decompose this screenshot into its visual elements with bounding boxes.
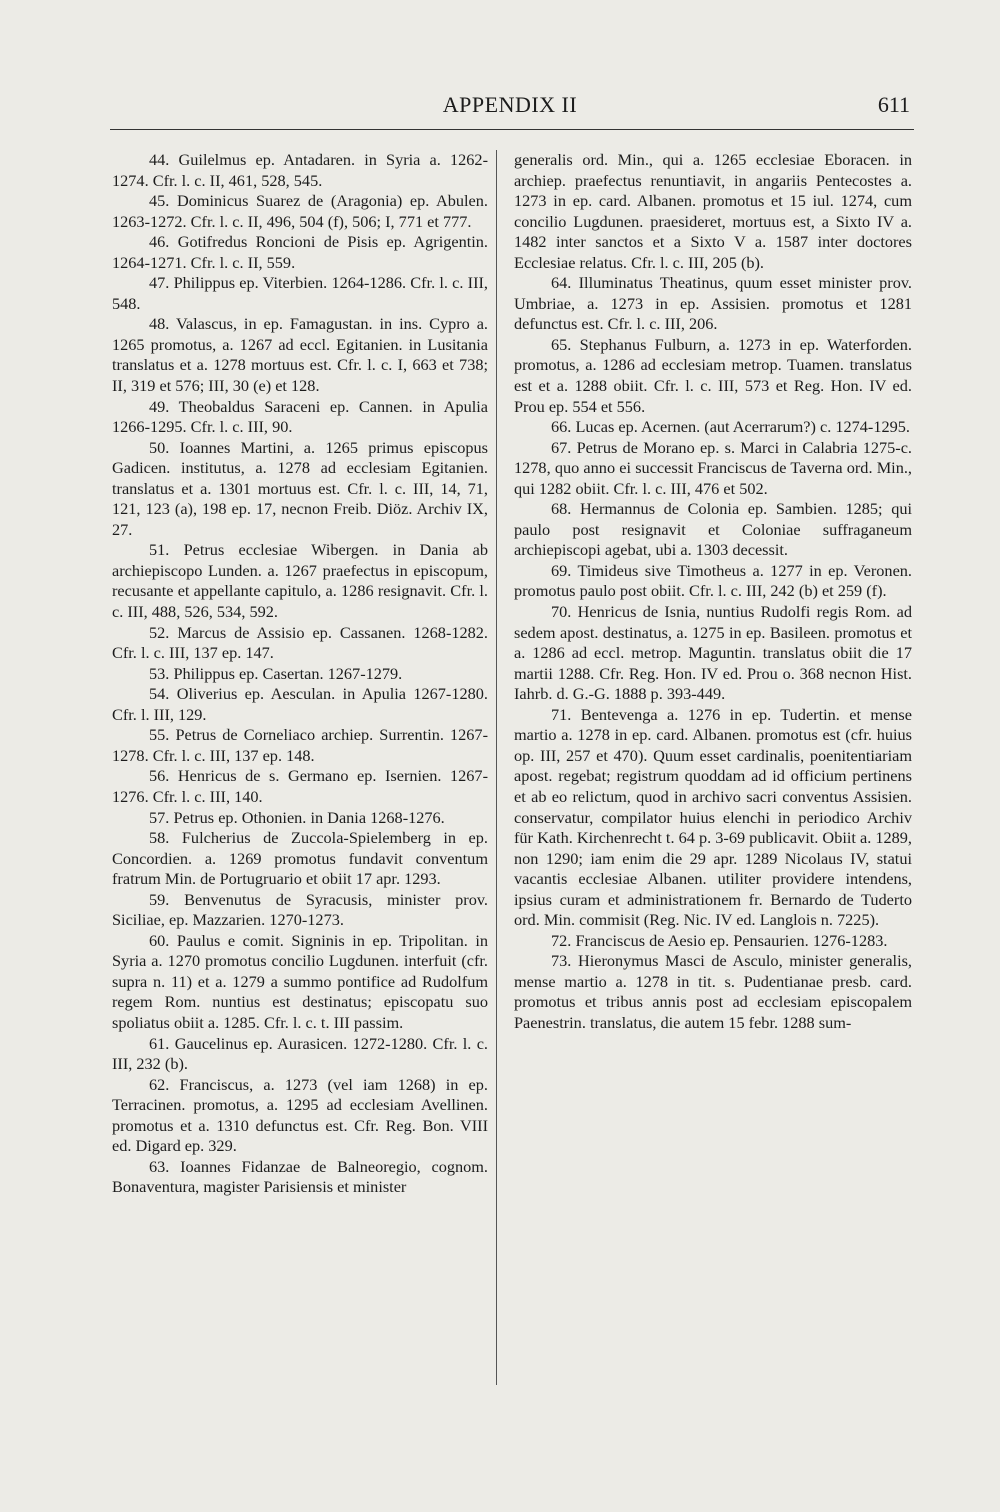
entry	[514, 438, 912, 500]
running-head-title: APPENDIX II	[442, 92, 578, 117]
entry-number: 45.	[149, 191, 170, 211]
entry	[112, 684, 488, 725]
entry	[112, 438, 488, 541]
entry-text: Ioannes Fidanzae de Balneoregio, cognom. Bonaventura, magister Parisiensis et minister	[112, 1156, 488, 1197]
entry	[514, 931, 912, 952]
entry-number: 64.	[551, 273, 572, 293]
entry-number: 44.	[149, 150, 170, 169]
entry-text: Gotifredus Roncioni de Pisis ep. Agrigentin. 1264-1271. Cfr. l. c. II, 559.	[112, 232, 488, 272]
entry	[112, 931, 488, 1034]
entry-text: Marcus de Assisio ep. Cassanen. 1268-1282. Cfr. l. c. III, 137 ep. 147.	[112, 622, 488, 663]
entry	[112, 397, 488, 438]
entry-number: 57.	[149, 807, 170, 827]
entry-text: Paulus e comit. Signinis in ep. Tripolitan. in Syria a. 1270 promotus concilio Lugdunen. interfuit (cfr. supra n. 11) et a. 1279 a summo pontifice ad Rudolfum regem Rom. nuntius est destinatus; episcopatu suo spoliatus obiit a. 1285. Cfr. l. c. t. III passim.	[112, 930, 488, 1032]
entry	[112, 623, 488, 664]
entry-number: 53.	[149, 663, 170, 683]
entry	[514, 561, 912, 602]
entry-text: Theobaldus Saraceni ep. Cannen. in Apulia 1266-1295. Cfr. l. c. III, 90.	[112, 396, 488, 437]
entry	[112, 808, 488, 829]
entry	[112, 150, 488, 191]
entry	[112, 540, 488, 622]
entry	[112, 766, 488, 807]
entry	[514, 951, 912, 1033]
entry-number: 63.	[149, 1156, 170, 1176]
entry-text: Bentevenga a. 1276 in ep. Tudertin. et mense martio a. 1278 in ep. card. Albanen. promotus est (cfr. huius op. III, 257 et 470). Quum esset cardinalis, poenitentiariam apost. regebat; registrum quoddam ad id officium pertinens et ab eo relictum, quod in archivo sacri conventus Assisien. conservatur, compilator huius elenchi in periodico Archiv für Kath. Kirchenrecht t. 64 p. 3-69 publicavit. Obiit a. 1289, non 1290; iam enim die 29 apr. 1289 Nicolaus IV, statui vacantis ecclesiae Albanen. utiliter providere intendens, ipsius curam et administrationem fr. Bernardo de Tuderto ord. Min. commisit (Reg. Nic. IV ed. Langlois n. 7225).	[514, 704, 912, 930]
entry-number: 47.	[149, 273, 170, 293]
entry	[112, 890, 488, 931]
entry-text: Petrus de Corneliaco archiep. Surrentin. 1267-1278. Cfr. l. c. III, 137 ep. 148.	[112, 725, 488, 765]
entry-text: Hermannus de Colonia ep. Sambien. 1285; qui paulo post resignavit et Coloniae suffraganeum archiepiscopi agebat, ubi a. 1303 decessit.	[514, 499, 912, 560]
entry-number: 49.	[149, 396, 170, 416]
entry	[112, 314, 488, 396]
entry-text: Stephanus Fulburn, a. 1273 in ep. Waterforden. promotus, a. 1286 ad ecclesiam metrop. Tuamen. translatus est et a. 1288 obiit. Cfr. l. c. III, 573 et Reg. Hon. IV ed. Prou ep. 554 et 556.	[514, 334, 912, 416]
entry-text: Henricus de s. Germano ep. Isernien. 1267-1276. Cfr. l. c. III, 140.	[112, 766, 488, 806]
header-rule	[110, 129, 914, 130]
entry-text: Benvenutus de Syracusis, minister prov. Siciliae, ep. Mazzarien. 1270-1273.	[112, 889, 488, 930]
column-divider	[496, 150, 497, 1385]
entry-number: 54.	[149, 684, 170, 704]
entry-number: 71.	[551, 704, 572, 724]
entry-number: 52.	[149, 622, 170, 642]
entry	[514, 602, 912, 705]
entry-number: 60.	[149, 930, 170, 950]
entry-text: Gaucelinus ep. Aurasicen. 1272-1280. Cfr. l. c. III, 232 (b).	[112, 1033, 488, 1074]
entry	[112, 828, 488, 890]
entry	[112, 273, 488, 314]
entry-number: 65.	[551, 334, 572, 354]
entry	[514, 335, 912, 417]
entry-text: Fulcherius de Zuccola-Spielemberg in ep. Concordien. a. 1269 promotus fundavit conventum fratrum Min. de Portugruario et obiit 17 apr. 1293.	[112, 828, 488, 889]
left-column	[112, 150, 488, 1198]
entry-text: Lucas ep. Acernen. (aut Acerrarum?) c. 1274-1295.	[575, 417, 910, 437]
entry-number: 70.	[551, 602, 572, 622]
entry-number: 66.	[551, 417, 572, 437]
entry-number: 46.	[149, 232, 170, 252]
entry-number: 69.	[551, 560, 572, 580]
entry-text: Oliverius ep. Aesculan. in Apulia 1267-1280. Cfr. l. III, 129.	[112, 684, 488, 724]
entry-text: Franciscus, a. 1273 (vel iam 1268) in ep. Terracinen. promotus, a. 1295 ad ecclesiam Avellinen. promotus et a. 1310 defunctus est. Cfr. Reg. Bon. VIII ed. Digard ep. 329.	[112, 1074, 488, 1156]
entry-number: 55.	[149, 725, 170, 745]
entry	[112, 191, 488, 232]
entry-number: 58.	[149, 828, 170, 848]
entry-number: 61.	[149, 1033, 170, 1053]
entry-text: Petrus de Morano ep. s. Marci in Calabria 1275-c. 1278, quo anno ei successit Franciscus de Taverna ord. Min., qui 1282 obiit. Cfr. l. c. III, 476 et 502.	[514, 437, 912, 498]
entry	[514, 150, 912, 273]
entry	[112, 1034, 488, 1075]
right-column	[514, 150, 912, 1034]
entry-text: Illuminatus Theatinus, quum esset minister prov. Umbriae, a. 1273 in ep. Assisien. promotus et 1281 defunctus est. Cfr. l. c. III, 206.	[514, 273, 912, 334]
entry-text: Philippus ep. Casertan. 1267-1279.	[173, 663, 403, 683]
entry-number: 67.	[551, 437, 572, 457]
entry-number: 50.	[149, 437, 170, 457]
entry-text: Henricus de Isnia, nuntius Rudolfi regis Rom. ad sedem apost. destinatus, a. 1275 in ep. Basileen. promotus et a. 1286 ad eccl. metrop. Maguntin. translatus obiit die 17 martii 1288. Cfr. Reg. Hon. IV ed. Prou o. 368 necnon Hist. Iahrb. d. G.-G. 1888 p. 393-449.	[514, 602, 912, 704]
entry	[112, 1075, 488, 1157]
entry-number: 73.	[551, 951, 572, 971]
entry-text: Franciscus de Aesio ep. Pensaurien. 1276-1283.	[575, 930, 888, 950]
entry-text: Timideus sive Timotheus a. 1277 in ep. Veronen. promotus paulo post obiit. Cfr. l. c. III, 242 (b) et 259 (f).	[514, 560, 913, 601]
entry	[514, 705, 912, 931]
entry-text: Valascus, in ep. Famagustan. in ins. Cypro a. 1265 promotus, a. 1267 ad eccl. Egitanien. in Lusitania translatus et a. 1278 mortuus est. Cfr. l. c. I, 663 et 738; II, 319 et 576; III, 30 (e) et 128.	[112, 314, 488, 396]
entry-number: 48.	[149, 314, 170, 334]
entry-text: Petrus ep. Othonien. in Dania 1268-1276.	[173, 807, 445, 827]
entry-text: Philippus ep. Viterbien. 1264-1286. Cfr. l. c. III, 548.	[112, 273, 489, 313]
entry-number: 68.	[551, 499, 572, 519]
entry-number: 56.	[149, 766, 170, 786]
entry-number: 51.	[149, 540, 170, 560]
running-head	[110, 92, 910, 126]
entry-number: 59.	[149, 889, 170, 909]
entry	[112, 664, 488, 685]
entry	[112, 1157, 488, 1198]
entry-number: 72.	[551, 930, 572, 950]
entry-text: Ioannes Martini, a. 1265 primus episcopus Gadicen. institutus, a. 1278 ad ecclesiam Egitanien. translatus et a. 1301 mortuus est. Cfr. l. c. III, 14, 71, 121, 123 (a), 198 ep. 17, necnon Freib. Diöz. Archiv IX, 27.	[112, 437, 489, 539]
entry	[514, 499, 912, 561]
page-number: 611	[877, 92, 910, 117]
entry-text: generalis ord. Min., qui a. 1265 ecclesiae Eboracen. in archiep. praefectus renuntiavit, in angariis Pentecostes a. 1273 in ep. card. Albanen. promotus et 15 iul. 1274, cum concilio Lugdunen. praesideret, mortuus est, a Sixto IV a. 1482 inter sanctos et a Sixto V a. 1587 inter doctores Ecclesiae relatus. Cfr. l. c. III, 205 (b).	[514, 150, 912, 272]
entry-text: Dominicus Suarez de (Aragonia) ep. Abulen. 1263-1272. Cfr. l. c. II, 496, 504 (f), 506; I, 771 et 777.	[112, 191, 488, 231]
entry-text: Petrus ecclesiae Wibergen. in Dania ab archiepiscopo Lunden. a. 1267 praefectus in episcopum, recusante et appellante capitulo, a. 1286 resignavit. Cfr. l. c. III, 488, 526, 534, 592.	[112, 540, 488, 622]
entry	[514, 273, 912, 335]
entry-text: Guilelmus ep. Antadaren. in Syria a. 1262-1274. Cfr. l. c. II, 461, 528, 545.	[112, 150, 488, 190]
entry-text: Hieronymus Masci de Asculo, minister generalis, mense martio a. 1278 in tit. s. Pudentianae presb. card. promotus et tribus annis post ad ecclesiam episcopalem Paenestrin. translatus, die autem 15 febr. 1288 sum-	[514, 951, 912, 1032]
entry	[112, 725, 488, 766]
entry	[112, 232, 488, 273]
entry-number: 62.	[149, 1074, 170, 1094]
entry	[514, 417, 912, 438]
